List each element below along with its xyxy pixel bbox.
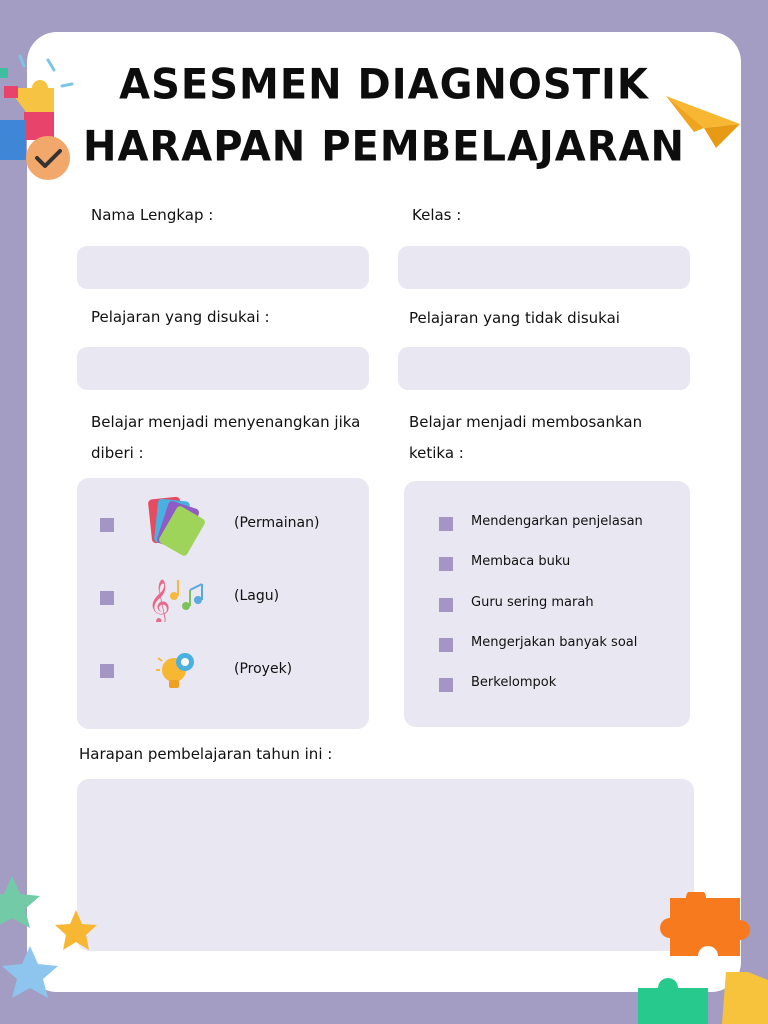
nama-label: Nama Lengkap : bbox=[91, 206, 214, 224]
svg-text:𝄞: 𝄞 bbox=[148, 579, 171, 622]
kelas-field[interactable] bbox=[398, 246, 690, 289]
boring-question-line-1: Belajar menjadi membosankan bbox=[409, 413, 643, 431]
option-proyek: (Proyek) bbox=[234, 661, 293, 677]
checkbox-permainan[interactable] bbox=[100, 518, 114, 532]
fun-options-panel bbox=[77, 478, 369, 729]
checkbox-soal[interactable] bbox=[439, 638, 453, 652]
puzzle-check-icon bbox=[0, 50, 80, 190]
nama-field[interactable] bbox=[77, 246, 369, 289]
checkbox-berkelompok[interactable] bbox=[439, 678, 453, 692]
boring-question-line-2: ketika : bbox=[409, 444, 464, 462]
checkbox-marah[interactable] bbox=[439, 598, 453, 612]
option-berkelompok: Berkelompok bbox=[471, 675, 557, 690]
option-mendengarkan: Mendengarkan penjelasan bbox=[471, 514, 643, 529]
stars-icon bbox=[0, 866, 110, 1016]
title-line-2: HARAPAN PEMBELAJARAN bbox=[83, 122, 685, 172]
fun-question-line-1: Belajar menjadi menyenangkan jika bbox=[91, 413, 361, 431]
checkbox-lagu[interactable] bbox=[100, 591, 114, 605]
checkbox-proyek[interactable] bbox=[100, 664, 114, 678]
kelas-label: Kelas : bbox=[412, 206, 462, 224]
checkbox-mendengarkan[interactable] bbox=[439, 517, 453, 531]
option-membaca: Membaca buku bbox=[471, 554, 571, 569]
tidak-suka-label: Pelajaran yang tidak disukai bbox=[409, 309, 620, 327]
hope-label: Harapan pembelajaran tahun ini : bbox=[79, 745, 333, 763]
option-marah: Guru sering marah bbox=[471, 595, 594, 610]
title-line-1: ASESMEN DIAGNOSTIK bbox=[119, 60, 649, 110]
option-soal: Mengerjakan banyak soal bbox=[471, 635, 638, 650]
suka-field[interactable] bbox=[77, 347, 369, 390]
suka-label: Pelajaran yang disukai : bbox=[91, 308, 270, 326]
lightbulb-gear-icon bbox=[154, 648, 200, 692]
fun-question-line-2: diberi : bbox=[91, 444, 144, 462]
checkbox-membaca[interactable] bbox=[439, 557, 453, 571]
puzzle-pieces-icon bbox=[630, 892, 768, 1024]
paper-plane-icon bbox=[664, 92, 742, 150]
option-permainan: (Permainan) bbox=[234, 515, 320, 531]
tidak-suka-field[interactable] bbox=[398, 347, 690, 390]
hope-textarea[interactable] bbox=[77, 779, 694, 951]
option-lagu: (Lagu) bbox=[234, 588, 280, 604]
cards-icon bbox=[146, 494, 208, 562]
music-notes-icon bbox=[146, 574, 212, 622]
